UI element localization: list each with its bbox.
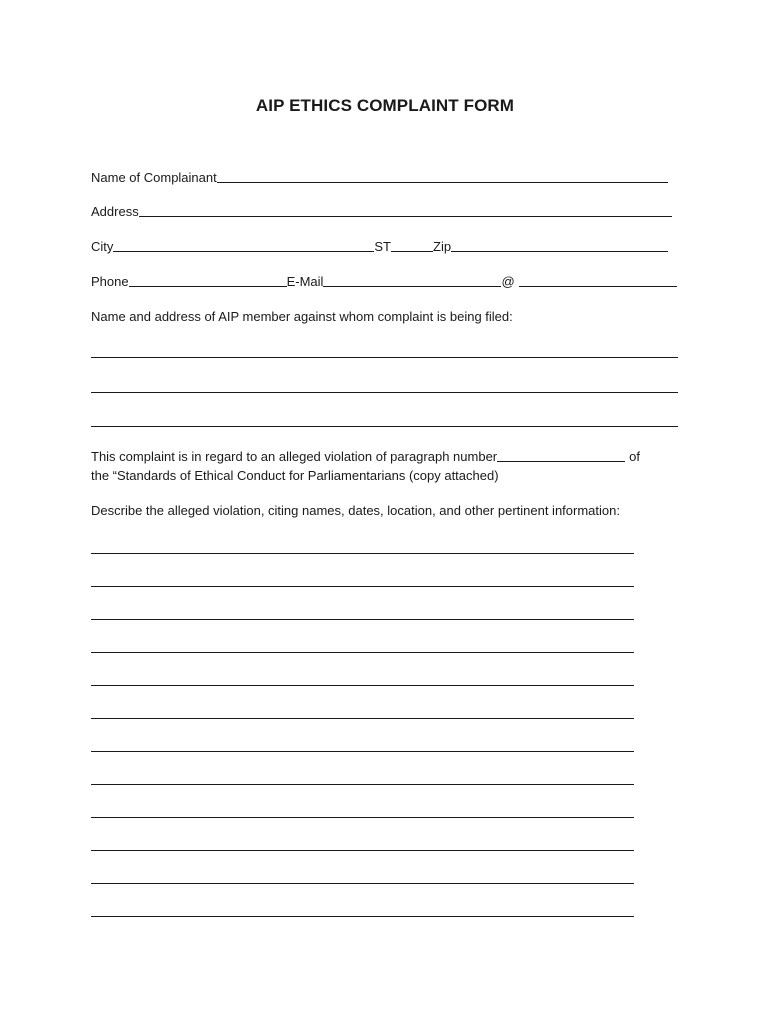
name-row bbox=[91, 166, 668, 186]
phone-label: Phone bbox=[91, 274, 129, 289]
describe-prompt: Describe the alleged violation, citing names, dates, location, and other pertinent information: bbox=[91, 503, 620, 518]
description-line-7[interactable] bbox=[91, 751, 634, 752]
paragraph-number-field[interactable] bbox=[497, 447, 625, 462]
description-line-2[interactable] bbox=[91, 586, 634, 587]
city-field[interactable] bbox=[113, 237, 374, 252]
violation-of-text: of bbox=[629, 449, 640, 464]
description-line-6[interactable] bbox=[91, 718, 634, 719]
member-prompt: Name and address of AIP member against whom complaint is being filed: bbox=[91, 309, 513, 324]
email-domain-field[interactable] bbox=[519, 272, 677, 287]
city-state-zip-row bbox=[91, 235, 668, 255]
member-info-line-3[interactable] bbox=[91, 426, 678, 427]
st-label: ST bbox=[374, 239, 392, 254]
description-line-9[interactable] bbox=[91, 817, 634, 818]
zip-field[interactable] bbox=[451, 237, 668, 252]
description-line-8[interactable] bbox=[91, 784, 634, 785]
description-line-3[interactable] bbox=[91, 619, 634, 620]
violation-text: This complaint is in regard to an alleged violation of paragraph number bbox=[91, 449, 498, 464]
standards-reference: the “Standards of Ethical Conduct for Parliamentarians (copy attached) bbox=[91, 468, 499, 483]
address-label: Address bbox=[91, 204, 139, 219]
email-user-field[interactable] bbox=[323, 272, 501, 287]
st-field[interactable] bbox=[391, 237, 433, 252]
form-title: AIP ETHICS COMPLAINT FORM bbox=[255, 96, 515, 115]
city-label: City bbox=[91, 239, 114, 254]
description-line-11[interactable] bbox=[91, 883, 634, 884]
zip-label: Zip bbox=[433, 239, 452, 254]
phone-field[interactable] bbox=[129, 272, 287, 287]
name-label: Name of Complainant bbox=[91, 170, 217, 185]
email-label: E-Mail bbox=[286, 274, 324, 289]
description-line-12[interactable] bbox=[91, 916, 634, 917]
member-info-line-1[interactable] bbox=[91, 357, 678, 358]
phone-email-row bbox=[91, 270, 677, 290]
email-at-sign: @ bbox=[501, 274, 515, 289]
description-line-4[interactable] bbox=[91, 652, 634, 653]
address-field[interactable] bbox=[139, 202, 672, 217]
description-line-10[interactable] bbox=[91, 850, 634, 851]
description-line-1[interactable] bbox=[91, 553, 634, 554]
name-field[interactable] bbox=[217, 168, 668, 183]
description-line-5[interactable] bbox=[91, 685, 634, 686]
member-info-line-2[interactable] bbox=[91, 392, 678, 393]
violation-paragraph-row bbox=[91, 445, 640, 465]
address-row bbox=[91, 200, 672, 220]
